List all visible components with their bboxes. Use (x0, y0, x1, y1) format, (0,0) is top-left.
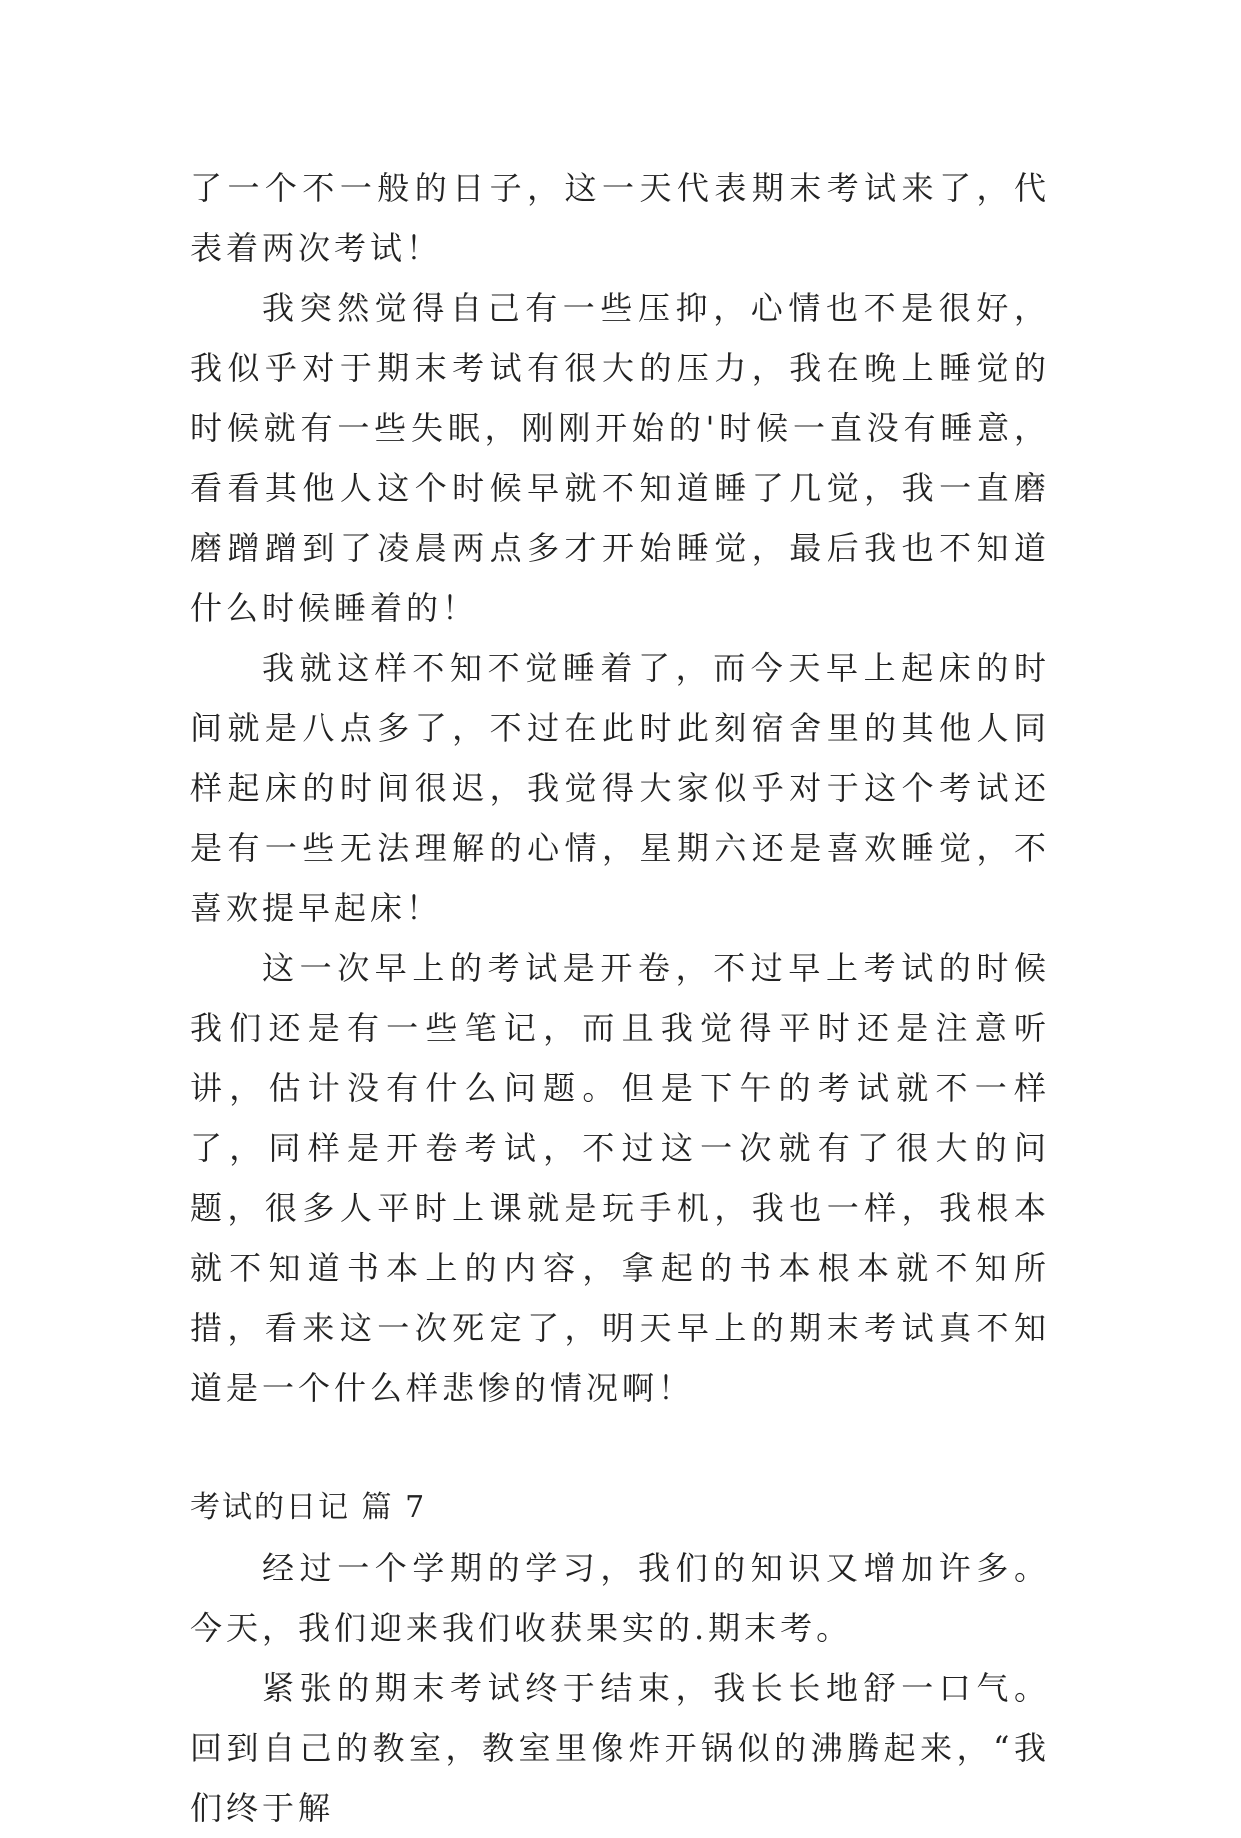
document-body (190, 158, 1050, 1838)
paragraph-5: 经过一个学期的学习，我们的知识又增加许多。今天，我们迎来我们收获果实的.期末考。 (190, 1549, 1050, 1647)
paragraph-2: 我突然觉得自己有一些压抑，心情也不是很好，我似乎对于期末考试有很大的压力，我在晚上睡觉的时候就有一些失眠，刚刚开始的'时候一直没有睡意，看看其他人这个时候早就不知道睡了几觉，我一直磨磨蹭蹭到了凌晨两点多才开始睡觉，最后我也不知道什么时候睡着的！ (190, 289, 1050, 627)
paragraph-4: 这一次早上的考试是开卷，不过早上考试的时候我们还是有一些笔记，而且我觉得平时还是注意听讲，估计没有什么问题。但是下午的考试就不一样了，同样是开卷考试，不过这一次就有了很大的问题，很多人平时上课就是玩手机，我也一样，我根本就不知道书本上的内容，拿起的书本根本就不知所措，看来这一次死定了，明天早上的期末考试真不知道是一个什么样悲惨的情况啊！ (190, 949, 1050, 1407)
section-heading: 考试的日记 篇 7 (190, 1490, 427, 1525)
paragraph-1: 了一个不一般的日子，这一天代表期末考试来了，代表着两次考试！ (190, 169, 1050, 267)
paragraph-6: 紧张的期末考试终于结束，我长长地舒一口气。回到自己的教室，教室里像炸开锅似的沸腾起来，“我们终于解 (190, 1669, 1050, 1827)
paragraph-3: 我就这样不知不觉睡着了，而今天早上起床的时间就是八点多了，不过在此时此刻宿舍里的其他人同样起床的时间很迟，我觉得大家似乎对于这个考试还是有一些无法理解的心情，星期六还是喜欢睡觉，不喜欢提早起床！ (190, 649, 1050, 927)
